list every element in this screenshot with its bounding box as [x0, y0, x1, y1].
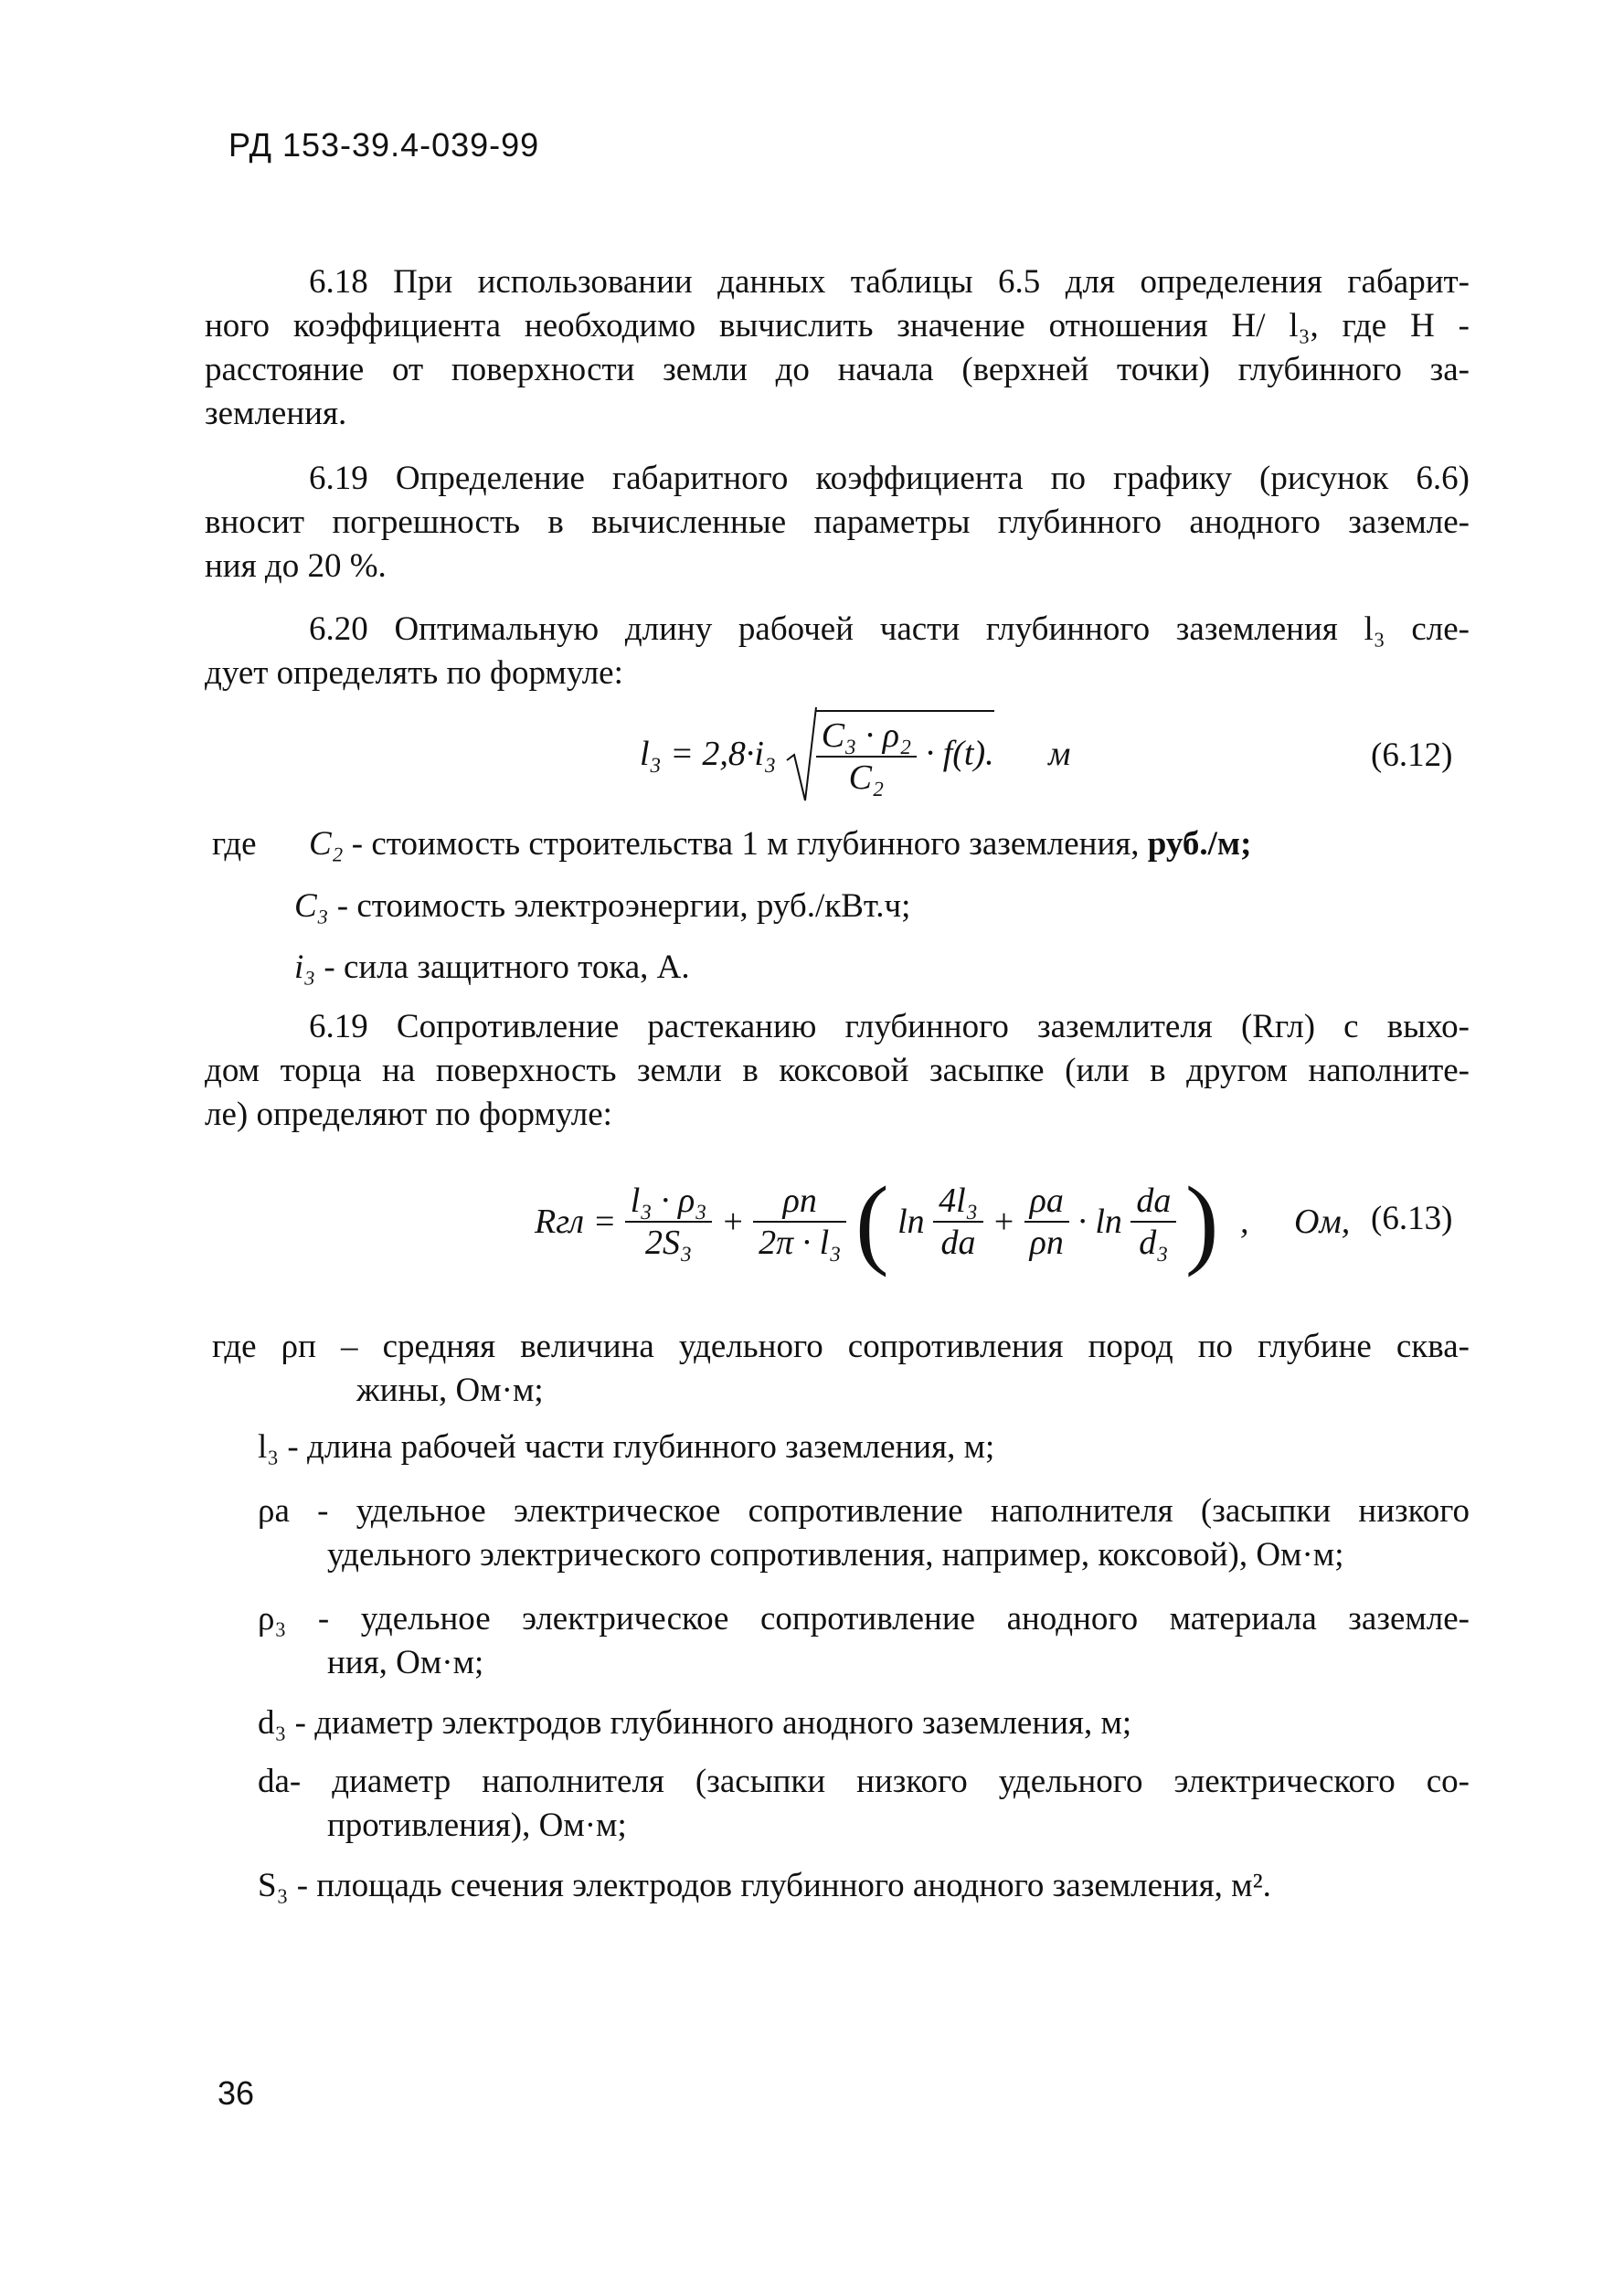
fraction-numerator: ρа — [1024, 1181, 1069, 1223]
definition-line: ρ₃ - удельное электрическое сопротивление анодного материала заземле- — [258, 1600, 1470, 1638]
text-line: 6.20 Оптимальную длину рабочей части глубинного заземления l₃ сле- — [309, 610, 1470, 648]
fraction-numerator: C₃ · ρ₂ — [816, 716, 918, 758]
plus-sign: + — [992, 1203, 1016, 1241]
fraction-numerator: dа — [1130, 1181, 1176, 1223]
text-line: 6.19 Сопротивление растеканию глубинного заземлителя (Rгл) с выхо- — [309, 1008, 1470, 1045]
text-line: вносит погрешность в вычисленные параметры глубинного анодного заземле- — [205, 504, 1470, 541]
definition-line: жины, Ом·м; — [356, 1372, 544, 1409]
page-number: 36 — [218, 2074, 255, 2112]
formula-comma: , — [1240, 1203, 1249, 1241]
text-line: 6.19 Определение габаритного коэффициента по графику (рисунок 6.6) — [309, 460, 1470, 497]
text-line: земления. — [205, 395, 347, 432]
definition-line: ρа - удельное электрическое сопротивление наполнителя (засыпки низкого — [258, 1492, 1470, 1530]
definition-line: противления), Ом·м; — [327, 1807, 627, 1844]
sqrt-sign-icon — [785, 704, 818, 804]
ln-operator: · ln — [1077, 1203, 1122, 1241]
formula-lhs: l₃ = 2,8·i₃ — [640, 735, 777, 773]
definition-line: C₃ - стоимость электроэнергии, руб./кВт.ч; — [294, 887, 911, 925]
definition-line: удельного электрического сопротивления, например, коксовой), Ом·м; — [327, 1536, 1344, 1574]
definition-line: ния, Ом·м; — [327, 1644, 484, 1681]
document-code: РД 153-39.4-039-99 — [228, 126, 540, 164]
definition-line: S₃ - площадь сечения электродов глубинного анодного заземления, м². — [258, 1867, 1271, 1904]
formula-lhs: Rгл = — [535, 1203, 617, 1241]
text-line: 6.18 При использовании данных таблицы 6.5 для определения габарит- — [309, 263, 1470, 301]
fraction-numerator: ρп — [753, 1181, 846, 1223]
formula-6-13 — [535, 1166, 1351, 1277]
formula-tail: · f(t). — [925, 734, 994, 773]
fraction-denominator: ρп — [1029, 1224, 1064, 1262]
fraction — [933, 1181, 983, 1263]
definition-line: где ρп – средняя величина удельного сопротивления пород по глубине сква- — [212, 1328, 1470, 1365]
ln-operator: ln — [897, 1203, 925, 1241]
text-line: дует определять по формуле: — [205, 654, 623, 692]
formula-6-12 — [640, 704, 1070, 804]
equation-number: (6.12) — [1371, 737, 1453, 774]
fraction — [753, 1181, 846, 1263]
fraction-numerator: l₃ · ρ₃ — [625, 1181, 713, 1223]
fraction — [625, 1181, 713, 1263]
definition-line: dа- диаметр наполнителя (засыпки низкого удельного электрического со- — [258, 1763, 1470, 1800]
fraction — [816, 716, 918, 798]
definition-line: i₃ - сила защитного тока, А. — [294, 949, 690, 986]
left-paren-icon: ( — [854, 1166, 889, 1277]
definition-line: C₂ - стоимость строительства 1 м глубинного заземления, руб./м; — [309, 825, 1252, 863]
fraction-denominator: dа — [940, 1224, 976, 1262]
formula-unit: м — [1048, 735, 1071, 773]
text-line: ного коэффициента необходимо вычислить значение отношения H/ l₃, где H - — [205, 307, 1470, 344]
fraction — [1024, 1181, 1069, 1263]
fraction-denominator: 2π · l₃ — [759, 1224, 842, 1262]
fraction — [1130, 1181, 1176, 1263]
text-line: расстояние от поверхности земли до начала (верхней точки) глубинного за- — [205, 351, 1470, 388]
fraction-denominator: 2S₃ — [645, 1224, 693, 1262]
fraction-denominator: C₂ — [848, 758, 885, 797]
definition-line: l₃ - длина рабочей части глубинного заземления, м; — [258, 1428, 995, 1466]
right-paren-icon: ) — [1184, 1166, 1219, 1277]
text-line: ле) определяют по формуле: — [205, 1096, 612, 1133]
definition-line: d₃ - диаметр электродов глубинного анодного заземления, м; — [258, 1704, 1132, 1742]
formula-unit: Ом, — [1294, 1203, 1351, 1241]
text-line: дом торца на поверхность земли в коксовой засыпке (или в другом наполните- — [205, 1052, 1470, 1089]
fraction-denominator: d₃ — [1139, 1224, 1169, 1262]
equation-number: (6.13) — [1371, 1200, 1453, 1237]
where-label: где — [212, 825, 257, 863]
fraction-numerator: 4l₃ — [933, 1181, 983, 1223]
plus-sign: + — [720, 1203, 745, 1241]
text-line: ния до 20 %. — [205, 547, 387, 585]
